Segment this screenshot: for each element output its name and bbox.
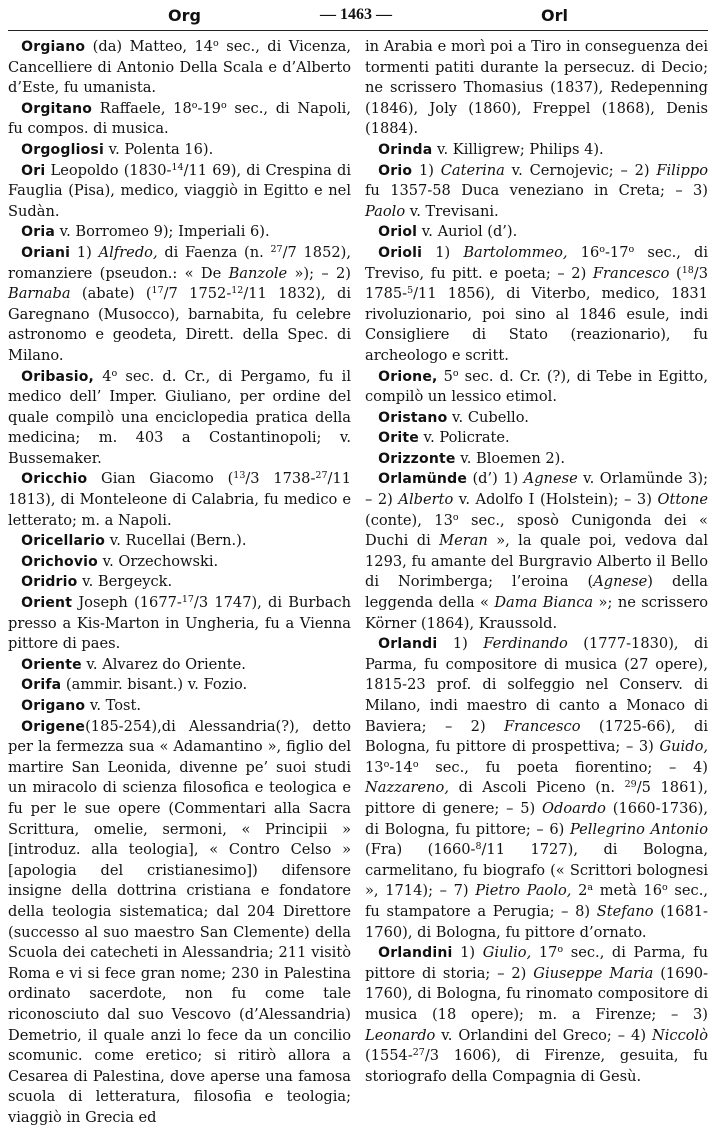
italic-name: Nazzareno, (365, 779, 449, 797)
italic-name: Paolo (365, 202, 406, 220)
entry-headword: Orgitano (21, 100, 93, 117)
entry-text: /11 1856), di Viterbo, medico, 1831 rivoluzionario, poi sino al 1846 esule, indi Consigliere di Stato (reazionario), fu archeologo e scritt. (365, 285, 708, 364)
dictionary-entry (365, 37, 708, 140)
entry-text: sec., di Treviso, fu pitt. e poeta; – 2) (365, 243, 708, 282)
entry-text: /7 1852), romanziere (pseudon.: « De (8, 243, 351, 282)
entry-headword: Orio (378, 162, 413, 179)
entry-text: (1660-1736), di Bologna, fu pittore; – 6) (365, 799, 708, 838)
dictionary-entry (8, 222, 351, 243)
dictionary-entry (365, 222, 708, 243)
superscript: o (452, 511, 459, 523)
entry-text: /7 1752- (163, 285, 232, 303)
entry-text: di Faenza (n. (157, 243, 271, 261)
entry-text: /3 1738- (245, 470, 316, 488)
entry-text: (da) Matteo, 14 (85, 38, 214, 55)
entry-headword: Oricellario (21, 533, 106, 550)
superscript: o (412, 758, 419, 770)
dictionary-entry (8, 37, 351, 99)
dictionary-entry (365, 469, 708, 634)
entry-headword: Orichovio (21, 553, 98, 570)
entry-text: 1) (422, 243, 464, 261)
entry-text: 4 (94, 367, 112, 385)
entry-headword: Oricchio (21, 471, 88, 488)
superscript: 27 (315, 470, 328, 482)
entry-text: »; ne scrissero Körner (1864), Kraussold. (365, 594, 708, 632)
entry-text: v. Cubello. (447, 408, 529, 426)
superscript: 27 (412, 1047, 425, 1059)
entry-text: »); – 2) (287, 264, 351, 282)
superscript: 17 (151, 285, 164, 297)
dictionary-entry (365, 634, 708, 943)
dictionary-entry (8, 243, 351, 367)
entry-text: sec., sposò Cunigonda dei « Duchi di (365, 511, 708, 550)
italic-name: Pellegrino Antonio (569, 820, 708, 838)
italic-name: Alberto (398, 491, 454, 509)
page-number: — 1463 — (320, 6, 392, 23)
entry-headword: Oriani (21, 244, 71, 261)
entry-headword: Oriol (378, 224, 418, 241)
dictionary-entry (8, 531, 351, 552)
entry-text: -17 (604, 243, 629, 261)
dictionary-entry (8, 140, 351, 161)
italic-name: Francesco (592, 264, 670, 282)
entry-text: 1) (70, 243, 99, 261)
italic-name: Barnaba (8, 285, 71, 303)
entry-text: 5 (437, 367, 453, 385)
italic-name: Niccolò (651, 1026, 708, 1044)
entry-text: v. Cernojevic; – 2) (504, 161, 657, 179)
entry-text: /11 1832), di Garegnano (Musocco), barnabita, fu celebre astronomo e geodeta, Dirett. della Spec. di Milano. (8, 285, 351, 364)
entry-text: Joseph (1677- (72, 594, 182, 612)
entry-headword: Oriente (21, 656, 82, 673)
entry-text: (1777-1830), di Parma, fu compositore di musica (27 opere), 1815-23 prof. di solfeggio nel Conserv. di Milano, indi maestro di canto a Monaco di Baviera; – 2) (365, 635, 708, 735)
superscript: o (191, 99, 198, 111)
superscript: o (220, 99, 227, 111)
entry-text: -14 (389, 758, 413, 776)
entry-text: 1) (437, 635, 484, 653)
entry-text: v. Alvarez do Oriente. (81, 655, 246, 673)
italic-name: Guido, (659, 738, 708, 756)
superscript: 12 (231, 285, 244, 297)
entry-text: », la quale poi, vedova dal 1293, fu amante del Burgravio Alberto il Bello di Norimberga; l’eroina ( (365, 532, 708, 591)
superscript: 29 (624, 779, 637, 791)
entry-text: sec., di Parma, fu pittore di storia; – 2) (365, 944, 708, 982)
entry-text: in Arabia e morì poi a Tiro in conseguenza dei tormenti patiti durante la persecuz. di Decio; ne scrissero Thomasius (1837), Redepenning (1846), Joly (1860), Freppel (1868), Denis (1884). (365, 38, 708, 138)
entry-text: /11 69), di Crespina di Fauglia (Pisa), medico, viaggiò in Egitto e nel Sudàn. (8, 161, 351, 220)
dictionary-entry (365, 943, 708, 1087)
entry-text: Raffaele, 18 (92, 99, 192, 117)
dictionary-entry (8, 655, 351, 676)
italic-name: Dama Bianca (494, 594, 594, 612)
italic-name: Meran (439, 532, 488, 550)
dictionary-entry (8, 572, 351, 593)
entry-text: sec. d. Cr., di Pergamo, fu il medico dell’ Imper. Giuliano, per ordine del quale compilò una enciclopedia pratica della medicina; m. 403 a Costantinopoli; v. Bussemaker. (8, 367, 351, 467)
entry-headword: Orioli (378, 244, 423, 261)
superscript: o (628, 243, 635, 255)
dictionary-entry (365, 428, 708, 449)
entry-headword: Origene (21, 718, 86, 735)
italic-name: Francesco (504, 717, 581, 735)
entry-text: -19 (197, 99, 221, 117)
entry-headword: Orgogliosi (21, 141, 104, 158)
dictionary-entry (8, 675, 351, 696)
italic-name: Ottone (657, 491, 708, 509)
entry-text: ) della leggenda della « (365, 573, 708, 612)
dictionary-entry (365, 243, 708, 367)
superscript: 18 (681, 264, 694, 276)
entry-headword: Oristano (378, 409, 448, 426)
entry-text: metà 16 (593, 882, 663, 900)
entry-text: v. Bergeyck. (77, 573, 173, 591)
entry-headword: Orient (21, 595, 73, 612)
italic-name: Giuseppe Maria (533, 964, 654, 982)
italic-name: Caterina (440, 161, 505, 179)
text-columns (8, 37, 708, 1128)
dictionary-entry (365, 140, 708, 161)
entry-headword: Orinda (378, 141, 433, 158)
entry-text: sec., fu stampatore a Perugia; – 8) (365, 882, 708, 920)
entry-text: 13 (365, 758, 384, 776)
entry-text: v. Policrate. (418, 429, 510, 447)
dictionary-entry (8, 717, 351, 1129)
italic-name: Alfredo, (98, 243, 158, 261)
entry-text: v. Bloemen 2). (455, 449, 565, 467)
entry-text: 17 (531, 944, 558, 962)
entry-text: di Ascoli Piceno (n. (449, 779, 625, 797)
entry-text: sec., fu poeta fiorentino; – 4) (418, 758, 708, 776)
dictionary-entry (8, 593, 351, 655)
italic-name: Pietro Paolo, (475, 882, 572, 900)
superscript: o (557, 944, 564, 956)
entry-text: v. Orlandini del Greco; – 4) (435, 1026, 652, 1044)
entry-headword: Oria (21, 224, 55, 241)
dictionary-entry (365, 408, 708, 429)
entry-text: (Fra) (1660- (365, 841, 476, 859)
entry-headword: Orite (378, 430, 419, 447)
entry-text: /11 1727), di Bologna, carmelitano, fu biografo (« Scrittori bolognesi », 1714); – 7) (365, 841, 708, 900)
superscript: 8 (475, 841, 482, 853)
dictionary-entry (365, 367, 708, 408)
entry-text: v. Rucellai (Bern.). (105, 532, 247, 550)
dictionary-entry (8, 161, 351, 223)
italic-name: Agnese (523, 470, 578, 488)
entry-text: /3 1606), di Firenze, gesuita, fu storiografo della Compagnia di Gesù. (365, 1047, 708, 1085)
entry-text: (1725-66), di Bologna, fu pittore di prospettiva; – 3) (365, 717, 708, 756)
entry-text: v. Tost. (85, 697, 141, 714)
superscript: 5 (407, 285, 414, 297)
superscript: 17 (181, 594, 194, 606)
superscript: o (111, 367, 118, 379)
entry-text: (d’) 1) (467, 470, 524, 488)
dictionary-entry (8, 469, 351, 531)
superscript: o (213, 38, 219, 49)
dictionary-entry (8, 696, 351, 717)
entry-text: 2 (571, 882, 588, 900)
superscript: o (662, 882, 668, 894)
dictionary-entry (365, 449, 708, 470)
entry-text: /3 1747), di Burbach presso a Kis-Marton in Ungheria, fu a Vienna pittore di paes. (8, 594, 351, 653)
italic-name: Odoardo (542, 799, 606, 817)
italic-name: Filippo (656, 161, 708, 179)
superscript: 13 (233, 470, 246, 482)
entry-text: sec., di Vicenza, Cancelliere di Antonio Della Scala e d’Alberto d’Este, fu umanista. (8, 38, 351, 97)
entry-text: 1) (412, 161, 441, 179)
entry-headword: Orgiano (21, 39, 86, 55)
header-left-guideword: Org (168, 6, 201, 25)
entry-text: (ammir. bisant.) v. Fozio. (61, 676, 248, 694)
entry-text: v. Borromeo 9); Imperiali 6). (54, 223, 270, 241)
entry-text: 16 (567, 243, 600, 261)
italic-name: Banzole (228, 264, 288, 282)
entry-text: v. Orlamünde 3); – 2) (365, 470, 708, 509)
entry-headword: Orione, (378, 368, 438, 385)
superscript: o (383, 758, 390, 770)
dictionary-entry (8, 552, 351, 573)
entry-text: Gian Giacomo ( (87, 470, 234, 488)
superscript: o (599, 243, 605, 255)
entry-text: v. Adolfo I (Holstein); – 3) (453, 491, 658, 509)
superscript: 27 (270, 243, 283, 255)
entry-text: (1554- (365, 1047, 413, 1065)
entry-headword: Orlamünde (378, 471, 468, 488)
superscript: o (452, 367, 459, 379)
dictionary-entry (8, 367, 351, 470)
entry-text: v. Auriol (d’). (417, 223, 518, 241)
dictionary-entry (365, 161, 708, 223)
entry-headword: Oridrio (21, 574, 78, 591)
running-header (8, 4, 708, 31)
entry-text: v. Polenta 16). (103, 140, 214, 158)
entry-text: (1690-1760), di Bologna, fu rinomato compositore di musica (18 opere); m. a Firenze; – 3) (365, 964, 708, 1023)
entry-text: (1681-1760), di Bologna, fu pittore d’ornato. (365, 902, 708, 941)
header-right-guideword: Orl (541, 6, 568, 25)
entry-text: v. Trevisani. (405, 202, 499, 220)
entry-text: sec. d. Cr. (?), di Tebe in Egitto, compilò un lessico etimol. (365, 367, 708, 406)
entry-headword: Orizzonte (378, 450, 456, 467)
superscript: 14 (171, 161, 184, 173)
entry-text: fu 1357-58 Duca veneziano in Creta; – 3) (365, 182, 708, 200)
italic-name: Leonardo (365, 1026, 436, 1044)
entry-text: (conte), 13 (365, 511, 453, 529)
entry-text: Leopoldo (1830- (45, 161, 172, 179)
right-column (365, 37, 708, 1128)
entry-text: sec., di Napoli, fu compos. di musica. (8, 99, 351, 138)
entry-headword: Orifa (21, 677, 62, 694)
left-column (8, 37, 351, 1128)
entry-text: (abate) ( (70, 285, 152, 303)
entry-text: v. Killigrew; Philips 4). (432, 140, 604, 158)
italic-name: Ferdinando (483, 635, 568, 653)
entry-headword: Oribasio, (21, 368, 95, 385)
italic-name: Giulio, (482, 944, 532, 962)
entry-text: ( (669, 264, 682, 282)
italic-name: Stefano (596, 902, 654, 920)
entry-text: /11 1813), di Monteleone di Calabria, fu medico e letterato; m. a Napoli. (8, 470, 351, 529)
entry-text: (185-254),di Alessandria(?), detto per la fermezza sua « Adamantino », figlio del martire San Leonida, divenne pe’ suoi studi un miracolo di scienza filosofica e teologica e fu per le sue opere (Commentari alla Sacra Scrittura, omelie, sermoni, « Principii » [introduz. alla teologia], « Contro Celso » [apologia del cristianesimo]) difensore insigne della dottrina cristiana e fondatore della teologia sistematica; dal 204 Direttore (successo al suo maestro San Clemente) della Scuola dei catecheti in Alessandria; 211 visitò Roma e vi si fece gran nome; 230 in Palestina ordinato sacerdote, non fu come tale riconosciuto dal suo Vescovo (d’Alessandria) Demetrio, il quale anzi lo fece da un concilio scomunic. come eretico; si ritirò allora a Cesarea di Palestina, dove aperse una famosa scuola di letteratura, filosofia e teologia; viaggiò in Grecia ed (8, 717, 351, 1126)
entry-text: v. Orzechowski. (97, 552, 219, 570)
italic-name: Bartolommeo, (463, 243, 568, 261)
entry-text: 1) (452, 944, 483, 962)
entry-text: /3 1785- (365, 264, 708, 303)
entry-headword: Orlandini (378, 945, 453, 962)
entry-headword: Origano (21, 698, 86, 714)
dictionary-entry (8, 99, 351, 140)
italic-name: Agnese (593, 573, 648, 591)
entry-text: /5 1861), pittore di genere; – 5) (365, 779, 708, 817)
entry-headword: Ori (21, 162, 46, 179)
entry-headword: Orlandi (378, 636, 438, 653)
superscript: a (587, 882, 594, 894)
